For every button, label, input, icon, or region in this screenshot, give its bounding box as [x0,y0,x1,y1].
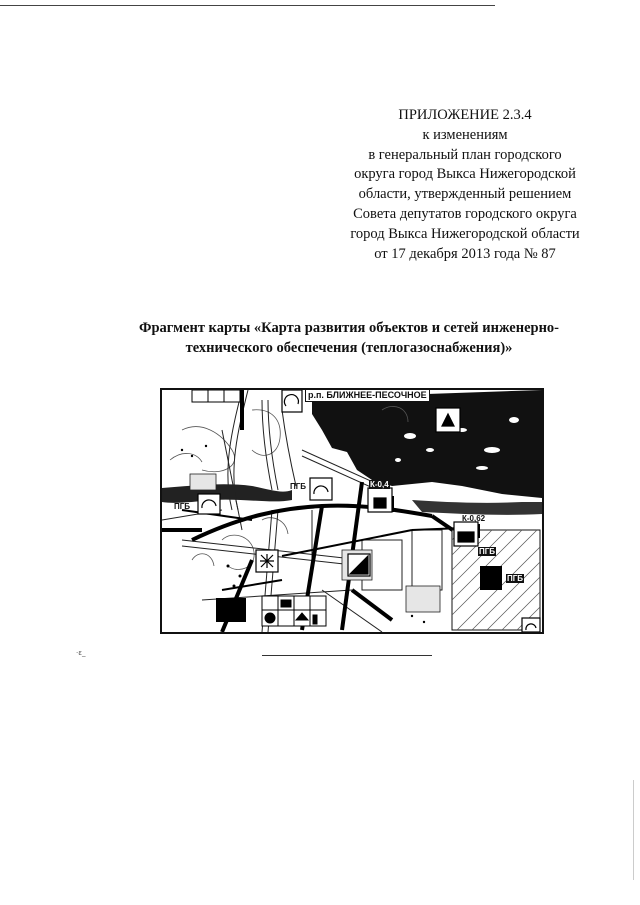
map-fragment-title-line: Фрагмент карты «Карта развития объектов и сетей инженерно- [138,320,560,336]
appendix-line: в генеральный план городского [368,146,562,163]
map-fragment-title [110,318,588,358]
top-rule [0,5,495,6]
forest-area [312,390,542,498]
gas-regulator-label: ПГБ [479,547,496,556]
map-fragment [160,388,544,634]
appendix-header [330,106,600,264]
appendix-line: Совета депутатов городского округа [353,205,577,222]
appendix-title: ПРИЛОЖЕНИЕ 2.3.4 [398,107,532,123]
appendix-line: город Выкса Нижегородской области [350,225,580,242]
scan-mark: ·ɛ_ [76,649,86,657]
river-band-right [412,500,542,515]
boiler-capacity-label: К-0,4 [370,480,389,489]
secondary-pipelines [182,510,462,590]
appendix-line: округа город Выкса Нижегородской [354,166,576,183]
map-drawing [162,390,542,632]
boiler-capacity-label: К-0,62 [462,514,486,523]
map-fragment-title-line: технического обеспечения (теплогазоснабжения)» [185,340,513,356]
gas-regulator-label: ПГБ [290,482,307,491]
gas-regulator-label: ПГБ [507,574,524,583]
appendix-date: от 17 декабря 2013 года № 87 [374,245,556,262]
scan-edge-line [633,780,634,880]
settlement-label: р.п. БЛИЖНЕЕ-ПЕСОЧНОЕ [305,389,430,402]
river-band [162,484,292,503]
appendix-line: области, утвержденный решением [358,186,572,203]
bottom-rule [262,655,432,656]
appendix-line: к изменениям [422,126,508,143]
gas-regulator-label: ПГБ [174,502,191,511]
